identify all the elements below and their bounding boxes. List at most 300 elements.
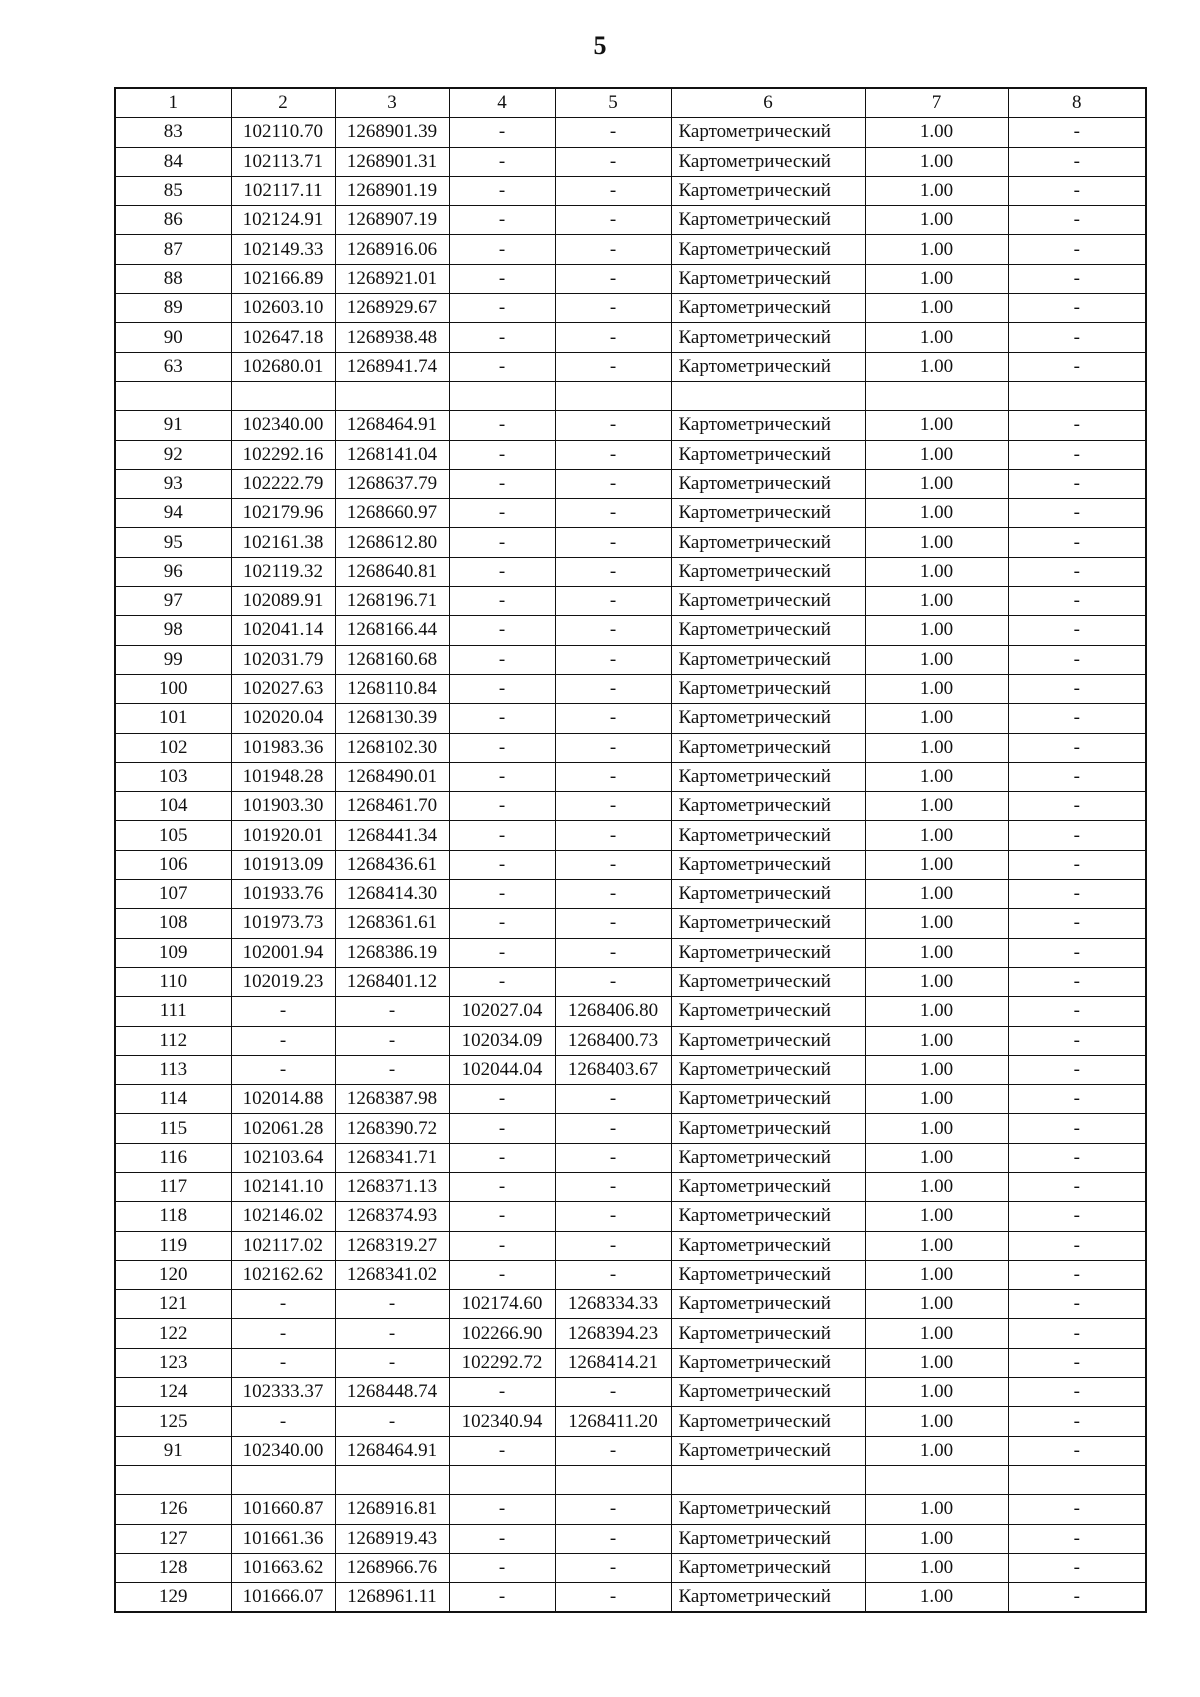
table-row [115,1378,1146,1407]
table-cell: 102110.70 [231,118,335,147]
table-cell [231,1465,335,1494]
table-cell: 1.00 [865,1085,1008,1114]
table-cell: 1268901.19 [335,176,449,205]
table-row [115,1407,1146,1436]
table-cell: - [1008,997,1146,1026]
table-cell: - [1008,440,1146,469]
table-cell: - [1008,1202,1146,1231]
table-cell: - [449,323,555,352]
table-cell: - [555,733,671,762]
table-cell: Картометрический [671,997,865,1026]
table-cell: - [555,1436,671,1465]
table-cell: - [1008,1553,1146,1582]
table-cell: - [449,880,555,909]
table-cell [865,381,1008,410]
table-row [115,938,1146,967]
table-cell: Картометрический [671,528,865,557]
table-cell: 1268406.80 [555,997,671,1026]
table-cell: Картометрический [671,1583,865,1613]
table-cell: 97 [115,587,231,616]
table-cell: 111 [115,997,231,1026]
table-row [115,1114,1146,1143]
table-cell: 1.00 [865,880,1008,909]
table-cell: 101913.09 [231,850,335,879]
table-cell: - [449,674,555,703]
table-cell: - [555,1172,671,1201]
table-cell: Картометрический [671,499,865,528]
column-header: 5 [555,88,671,118]
table-row [115,1260,1146,1289]
table-cell: - [555,1114,671,1143]
table-cell: - [335,997,449,1026]
table-cell: - [1008,967,1146,996]
table-cell: 89 [115,294,231,323]
table-cell: 102124.91 [231,206,335,235]
table-cell: 1268919.43 [335,1524,449,1553]
table-row [115,1524,1146,1553]
table-cell: - [1008,1290,1146,1319]
table-cell: - [449,176,555,205]
table-cell: Картометрический [671,1202,865,1231]
table-cell: 102014.88 [231,1085,335,1114]
table-cell: 1.00 [865,762,1008,791]
table-cell: 1268341.02 [335,1260,449,1289]
table-cell: - [555,528,671,557]
table-cell: 1268371.13 [335,1172,449,1201]
table-cell: 102340.00 [231,411,335,440]
table-row [115,616,1146,645]
table-cell: - [449,557,555,586]
table-cell: 128 [115,1553,231,1582]
table-cell: - [555,1143,671,1172]
table-cell: - [555,323,671,352]
table-cell: - [555,206,671,235]
table-cell: 117 [115,1172,231,1201]
table-cell: Картометрический [671,235,865,264]
table-cell: 1.00 [865,1524,1008,1553]
table-cell: 102146.02 [231,1202,335,1231]
table-cell: - [555,118,671,147]
table-cell: 1268640.81 [335,557,449,586]
table-cell: - [1008,264,1146,293]
column-header: 1 [115,88,231,118]
table-cell: 87 [115,235,231,264]
table-cell: 1.00 [865,411,1008,440]
table-cell: - [1008,1407,1146,1436]
table-cell: - [555,294,671,323]
table-cell: Картометрический [671,1495,865,1524]
table-cell: 1.00 [865,1290,1008,1319]
table-cell: - [555,792,671,821]
table-cell: - [555,1085,671,1114]
table-cell: 1.00 [865,1260,1008,1289]
table-cell: - [449,616,555,645]
table-row [115,704,1146,733]
table-cell: Картометрический [671,147,865,176]
table-row [115,235,1146,264]
table-row [115,1085,1146,1114]
table-cell: 1.00 [865,1583,1008,1613]
table-cell: 102141.10 [231,1172,335,1201]
table-cell: 1.00 [865,1114,1008,1143]
table-row [115,1172,1146,1201]
table-cell: 1268130.39 [335,704,449,733]
table-cell: 94 [115,499,231,528]
column-header: 2 [231,88,335,118]
table-cell: - [555,821,671,850]
table-cell: 1268403.67 [555,1055,671,1084]
table-cell: 114 [115,1085,231,1114]
table-cell: 1268660.97 [335,499,449,528]
table-cell: Картометрический [671,440,865,469]
table-cell: 1.00 [865,909,1008,938]
table-cell: 1.00 [865,792,1008,821]
table-cell: 102149.33 [231,235,335,264]
table-cell: 102603.10 [231,294,335,323]
table-cell: - [335,1348,449,1377]
table-cell: Картометрический [671,1524,865,1553]
table-cell: 1.00 [865,1172,1008,1201]
table-cell: 102027.63 [231,674,335,703]
table-cell: 102031.79 [231,645,335,674]
table-cell [449,1465,555,1494]
table-cell: 86 [115,206,231,235]
table-cell: 1268414.21 [555,1348,671,1377]
table-cell [1008,381,1146,410]
table-cell: - [1008,909,1146,938]
table-cell: 1.00 [865,118,1008,147]
table-cell: Картометрический [671,557,865,586]
table-cell: Картометрический [671,469,865,498]
table-cell: - [1008,645,1146,674]
table-row [115,557,1146,586]
table-cell: - [1008,792,1146,821]
table-cell: - [555,352,671,381]
table-cell: 102019.23 [231,967,335,996]
table-cell: - [449,792,555,821]
table-cell: - [1008,1055,1146,1084]
table-cell: - [449,469,555,498]
table-cell: 1.00 [865,1319,1008,1348]
table-cell: - [555,616,671,645]
table-cell: 101983.36 [231,733,335,762]
table-cell: Картометрический [671,1085,865,1114]
table-cell: - [555,1524,671,1553]
table-cell: - [449,909,555,938]
table-cell: - [555,938,671,967]
table-cell: 1268436.61 [335,850,449,879]
table-cell: 1268637.79 [335,469,449,498]
table-cell: 118 [115,1202,231,1231]
table-row [115,762,1146,791]
table-cell: - [449,1114,555,1143]
table-cell: 1.00 [865,206,1008,235]
table-cell: 1268929.67 [335,294,449,323]
table-cell: Картометрический [671,587,865,616]
table-cell: 1.00 [865,967,1008,996]
table-cell: Картометрический [671,938,865,967]
table-cell: 1268411.20 [555,1407,671,1436]
table-cell: - [449,147,555,176]
table-cell: - [449,352,555,381]
table-cell: - [449,1436,555,1465]
table-row [115,469,1146,498]
table-cell: 102166.89 [231,264,335,293]
table-cell: - [1008,1114,1146,1143]
table-cell: - [1008,1260,1146,1289]
table-cell: 123 [115,1348,231,1377]
table-cell: 102001.94 [231,938,335,967]
table-cell [865,1465,1008,1494]
table-cell: - [1008,1319,1146,1348]
table-cell: - [555,264,671,293]
table-cell: Картометрический [671,674,865,703]
table-cell: 1268414.30 [335,880,449,909]
table-cell: Картометрический [671,1378,865,1407]
table-row [115,1290,1146,1319]
table-cell: - [555,1583,671,1613]
table-cell: 1268390.72 [335,1114,449,1143]
table-cell: 1.00 [865,850,1008,879]
table-cell: - [555,850,671,879]
table-cell: - [335,1290,449,1319]
column-header: 4 [449,88,555,118]
table-cell: 1268374.93 [335,1202,449,1231]
table-cell: 1.00 [865,997,1008,1026]
table-cell: 1.00 [865,147,1008,176]
table-cell: 1.00 [865,499,1008,528]
table-cell [449,381,555,410]
table-cell: 101663.62 [231,1553,335,1582]
table-cell: - [449,118,555,147]
table-cell: - [555,469,671,498]
table-cell: - [1008,762,1146,791]
table-cell: 1268448.74 [335,1378,449,1407]
table-cell: - [555,557,671,586]
table-cell: 1.00 [865,1143,1008,1172]
table-cell: 102292.72 [449,1348,555,1377]
table-cell: 108 [115,909,231,938]
table-cell: - [1008,1026,1146,1055]
table-row [115,294,1146,323]
table-cell: 1.00 [865,294,1008,323]
table-cell: - [449,1583,555,1613]
table-cell: 99 [115,645,231,674]
table-cell: 101660.87 [231,1495,335,1524]
table-cell: 1268166.44 [335,616,449,645]
table-cell: 63 [115,352,231,381]
table-cell: Картометрический [671,1114,865,1143]
table-cell: 1.00 [865,1026,1008,1055]
table-row [115,528,1146,557]
table-cell: 101920.01 [231,821,335,850]
table-cell: 104 [115,792,231,821]
table-cell: - [231,1348,335,1377]
table-cell: - [1008,1085,1146,1114]
table-cell: 1268966.76 [335,1553,449,1582]
table-cell: - [449,1231,555,1260]
table-row [115,587,1146,616]
table-cell: 1.00 [865,1407,1008,1436]
table-cell: - [555,1260,671,1289]
table-row [115,1495,1146,1524]
table-cell: - [555,235,671,264]
table-cell: - [1008,616,1146,645]
table-cell: - [449,762,555,791]
table-cell: - [555,909,671,938]
table-cell: 1.00 [865,704,1008,733]
table-cell: 1268941.74 [335,352,449,381]
table-cell: 1268901.39 [335,118,449,147]
column-header: 6 [671,88,865,118]
table-cell: - [1008,235,1146,264]
table-cell: - [1008,733,1146,762]
table-cell: 101661.36 [231,1524,335,1553]
table-cell: 122 [115,1319,231,1348]
coordinates-table [114,87,1147,1613]
table-cell: - [555,1202,671,1231]
table-cell: Картометрический [671,762,865,791]
table-cell: 127 [115,1524,231,1553]
table-cell: - [555,967,671,996]
table-cell: - [449,1495,555,1524]
table-cell: - [555,176,671,205]
table-cell: - [555,440,671,469]
table-cell: - [1008,499,1146,528]
table-cell: Картометрический [671,1319,865,1348]
table-row [115,1026,1146,1055]
table-cell: 1.00 [865,264,1008,293]
table-row [115,440,1146,469]
table-cell: - [555,674,671,703]
table-cell: 1268102.30 [335,733,449,762]
table-cell: 1268490.01 [335,762,449,791]
table-cell: 101948.28 [231,762,335,791]
table-cell: 1.00 [865,176,1008,205]
table-cell: - [449,850,555,879]
table-cell: - [555,1553,671,1582]
table-cell: - [555,499,671,528]
table-cell: Картометрический [671,792,865,821]
table-cell: 93 [115,469,231,498]
table-cell: - [1008,1348,1146,1377]
table-cell: Картометрический [671,176,865,205]
table-cell: 1268319.27 [335,1231,449,1260]
table-cell: - [335,1026,449,1055]
table-cell: Картометрический [671,294,865,323]
table-cell: 1268461.70 [335,792,449,821]
table-cell: - [1008,323,1146,352]
table-row [115,1055,1146,1084]
table-cell: 102647.18 [231,323,335,352]
table-cell: - [1008,704,1146,733]
table-cell: - [1008,1495,1146,1524]
table-cell: - [1008,294,1146,323]
table-cell: 124 [115,1378,231,1407]
table-cell: 101903.30 [231,792,335,821]
table-cell [671,381,865,410]
table-cell: 1268160.68 [335,645,449,674]
table-cell: 1.00 [865,323,1008,352]
table-cell: 1.00 [865,1436,1008,1465]
table-cell: - [1008,557,1146,586]
table-cell: 109 [115,938,231,967]
table-row [115,909,1146,938]
table-cell: 102174.60 [449,1290,555,1319]
table-cell: - [1008,880,1146,909]
table-cell: - [1008,1436,1146,1465]
table-cell: 102061.28 [231,1114,335,1143]
table-cell: 1.00 [865,616,1008,645]
table-row [115,1143,1146,1172]
table-cell: - [555,587,671,616]
separator-row [115,381,1146,410]
table-cell: - [1008,1143,1146,1172]
table-cell: - [1008,938,1146,967]
table-cell: - [555,880,671,909]
table-header-row [115,88,1146,118]
table-cell: - [449,1260,555,1289]
table-cell: - [449,294,555,323]
table-cell: - [1008,352,1146,381]
table-cell: 102179.96 [231,499,335,528]
table-cell: - [1008,1231,1146,1260]
table-cell: 1.00 [865,1348,1008,1377]
table-cell: 1.00 [865,1231,1008,1260]
table-cell: - [1008,1524,1146,1553]
table-cell: - [555,762,671,791]
table-cell: Картометрический [671,850,865,879]
table-cell: - [449,587,555,616]
table-cell: 1268400.73 [555,1026,671,1055]
column-header: 7 [865,88,1008,118]
table-cell: - [231,1026,335,1055]
table-cell: Картометрический [671,206,865,235]
table-cell: - [231,1055,335,1084]
table-cell: 85 [115,176,231,205]
table-cell: - [1008,587,1146,616]
table-cell [115,381,231,410]
table-cell: - [1008,674,1146,703]
table-row [115,147,1146,176]
table-cell: 110 [115,967,231,996]
table-row [115,674,1146,703]
table-cell: 102680.01 [231,352,335,381]
table-cell: 96 [115,557,231,586]
table-cell: - [449,733,555,762]
table-cell: 113 [115,1055,231,1084]
table-cell: 1.00 [865,1553,1008,1582]
table-row [115,323,1146,352]
table-cell: 102034.09 [449,1026,555,1055]
table-cell: 101973.73 [231,909,335,938]
table-cell: 101933.76 [231,880,335,909]
table-cell: - [449,528,555,557]
table-cell: 1.00 [865,587,1008,616]
table-row [115,821,1146,850]
table-row [115,1436,1146,1465]
table-cell: - [335,1319,449,1348]
table-cell: 1268401.12 [335,967,449,996]
table-cell: Картометрический [671,616,865,645]
table-cell: Картометрический [671,704,865,733]
separator-row [115,1465,1146,1494]
table-cell: 1.00 [865,1378,1008,1407]
table-cell: - [555,411,671,440]
table-cell [555,1465,671,1494]
table-cell: Картометрический [671,821,865,850]
table-row [115,411,1146,440]
